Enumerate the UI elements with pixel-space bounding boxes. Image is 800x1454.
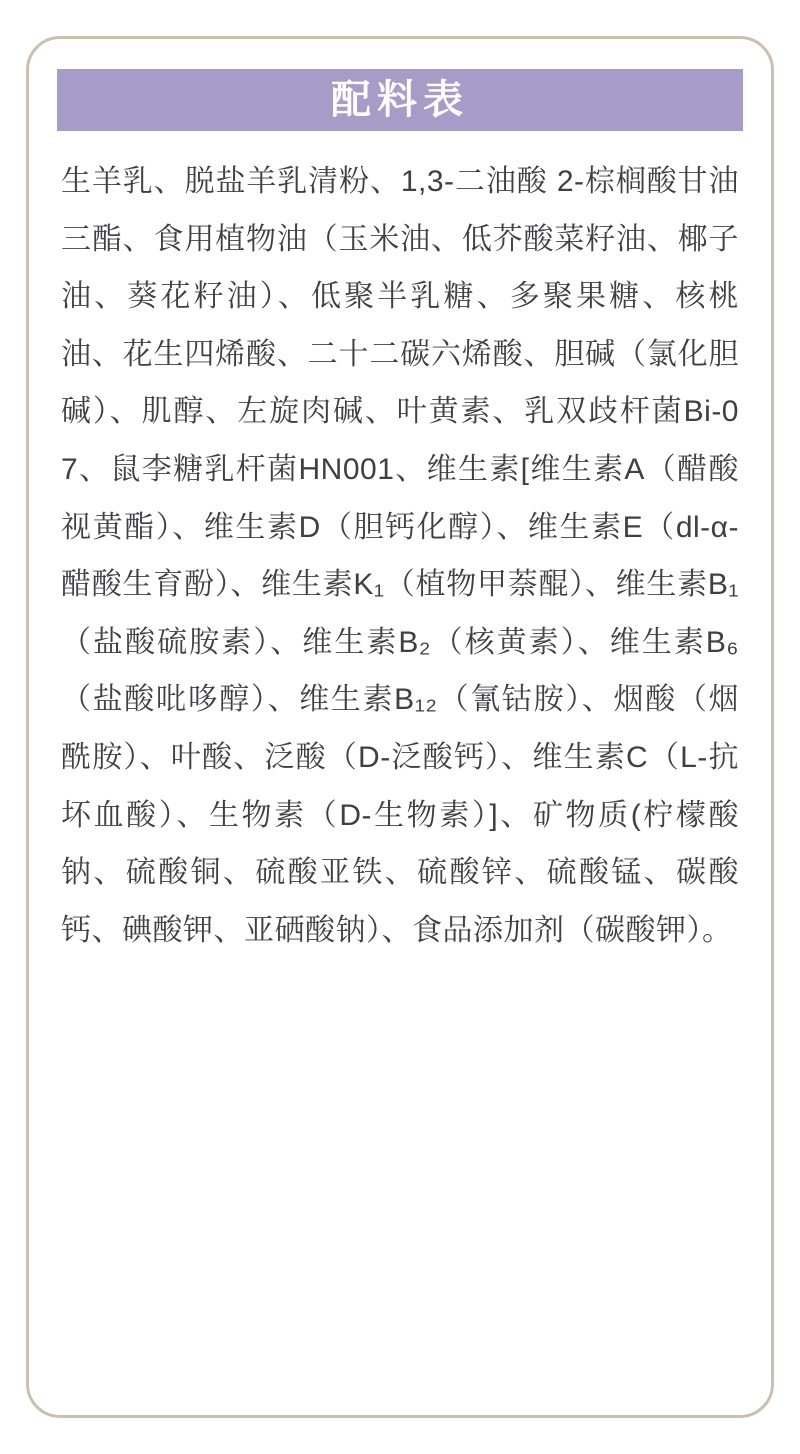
- ingredients-title-bar: [57, 69, 743, 131]
- ingredients-card: [26, 36, 774, 1418]
- ingredients-list-text: 生羊乳、脱盐羊乳清粉、1,3-二油酸 2-棕榈酸甘油三酯、食用植物油（玉米油、低芥酸菜籽油、椰子油、葵花籽油）、低聚半乳糖、多聚果糖、核桃油、花生四烯酸、二十二碳六烯酸、胆碱（氯化胆碱）、肌醇、左旋肉碱、叶黄素、乳双歧杆菌Bi-07、鼠李糖乳杆菌HN001、维生素[维生素A（醋酸视黄酯）、维生素D（胆钙化醇）、维生素E（dl-α-醋酸生育酚）、维生素K₁（植物甲萘醌）、维生素B₁（盐酸硫胺素）、维生素B₂（核黄素）、维生素B₆（盐酸吡哆醇）、维生素B₁₂（氰钴胺）、烟酸（烟酰胺）、叶酸、泛酸（D-泛酸钙）、维生素C（L-抗坏血酸）、生物素（D-生物素）]、矿物质(柠檬酸钠、硫酸铜、硫酸亚铁、硫酸锌、硫酸锰、碳酸钙、碘酸钾、亚硒酸钠）、食品添加剂（碳酸钾）。: [61, 165, 739, 947]
- page-title: 配料表: [331, 78, 469, 122]
